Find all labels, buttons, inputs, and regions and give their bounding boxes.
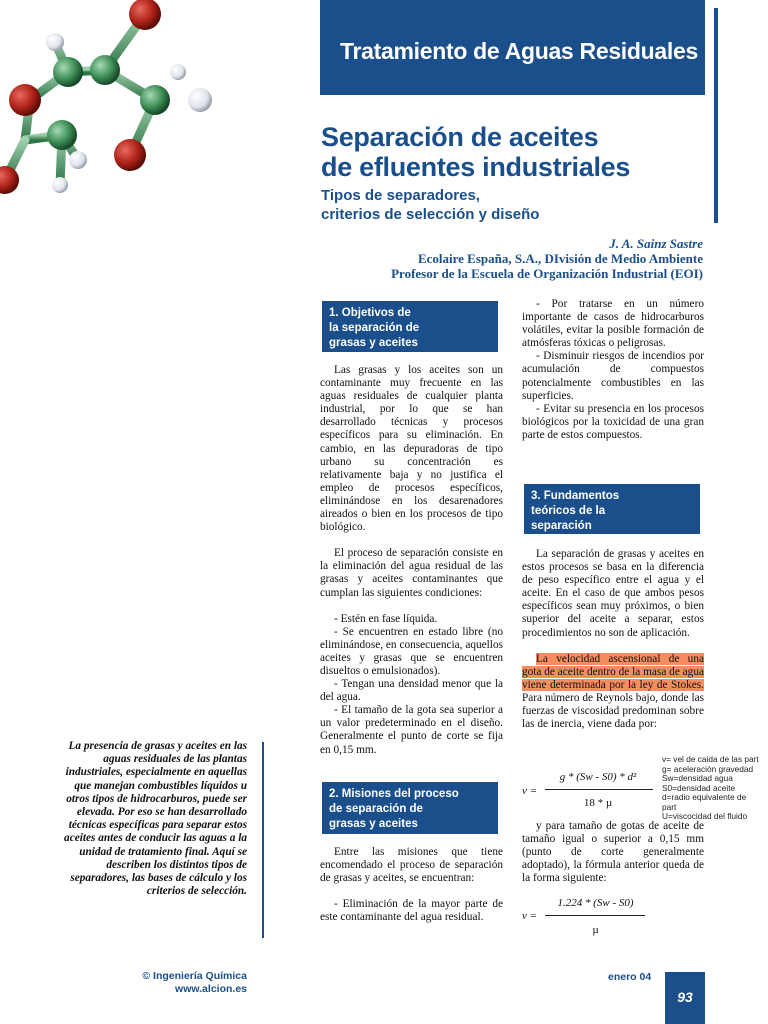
author-name: J. A. Sainz Sastre [609,236,703,251]
list-item: - Estén en fase líquida. [334,612,438,625]
article-subtitle [321,186,539,224]
heading-line: de separación de [329,803,423,815]
copyright-text: © Ingeniería Química [142,970,247,982]
footer-credit [135,970,247,996]
legend-entry: U=viscocidad del fluido [662,811,748,821]
heading-line: 3. Fundamentos [531,490,620,502]
paragraph: El proceso de separación consiste en la eliminación del agua residual de las grasas y aceites contaminantes que cumplan las siguientes condiciones: [320,547,503,599]
list-item: - Evitar su presencia en los procesos biológicos por la toxicidad de una gran parte de estos compuestos. [522,402,704,441]
body-column-2 [522,298,704,442]
paragraph: Las grasas y los aceites son un contaminante muy frecuente en las aguas residuales de cualquier planta industrial, por lo que se han desarrollado técnicas y procesos específicos para su eliminación. En cambio, en las depuradoras de tipo urbano su concentración es relativamente baja y no justifica el empleo de procesos específicos, eliminándose en los desarenadores aireados o bien en los procesos de tipo biológico. [320,364,503,534]
heading-line: grasas y aceites [329,337,418,349]
section-heading-1 [322,301,498,352]
subtitle-line: Tipos de separadores, [321,187,480,204]
issue-date: enero 04 [608,971,652,983]
fraction-bar [545,915,645,916]
body-column-1b [320,846,503,924]
decorative-rule [714,8,718,223]
pull-quote-rule [262,742,264,938]
heading-line: 1. Objetivos de [329,307,411,319]
journal-section-title: Tratamiento de Aguas Residuales [340,38,698,64]
legend-entry: S0=densidad aceite [662,782,736,793]
formula-1-denominator: 18 * µ [583,797,613,809]
paragraph-text: Para número de Reynols bajo, donde las fuerzas de viscosidad predominan sobre las de inercia, viene dada por: [522,691,704,731]
author-affiliation: Ecolaire España, S.A., DIvisión de Medio Ambiente [417,251,703,266]
legend-entry: part [662,801,677,812]
list-item: - Disminuir riesgos de incendios por acumulación de compuestos potencialmente combustibles en las superficies. [522,350,704,402]
legend-entry: g= aceleración gravedad [662,763,754,774]
formula-2-denominator: µ [592,924,599,936]
article-title [321,122,630,182]
body-column-2c [522,820,704,885]
molecule-illustration [0,0,230,200]
formula-2-lhs: v = [522,910,538,922]
heading-line: teóricos de la [531,505,606,517]
title-line: de efluentes industriales [321,152,631,182]
formula-legend [662,755,759,822]
author-affiliation: Profesor de la Escuela de Organización Industrial (EOI) [391,266,703,281]
pull-quote: La presencia de grasas y aceites en las aguas residuales de las plantas industriales, especialmente en aquellas que manejan combustibles líquidos u otros tipos de hidrocarburos, puede ser elevada. Por eso se han desarrollado técnicas específicas para separar estos aceites antes de conducir las aguas a la unidad de tratamiento final. Aquí se describen los distintos tipos de separadores, las bases de cálculo y los criterios de selección. [64,740,247,898]
paragraph: La separación de grasas y aceites en estos procesos se basa en la diferencia de peso específico entre el agua y el aceite. En el caso de que ambos pesos específicos sean muy próximos, o bien superior del aceite a separar, estos procedimientos no son de aplicación. [522,548,704,639]
formula-1-numerator: g * (Sw - S0) * d² [559,771,637,783]
body-column-2b [522,548,704,731]
list-item: - Por tratarse en un número importante de casos de hidrocarburos volátiles, evitar la posible formación de atmósferas tóxicas o peligrosas. [522,298,704,350]
page-number: 93 [677,989,693,1005]
subtitle-line: criterios de selección y diseño [321,206,540,223]
legend-entry: v= vel de caida de las part [662,754,759,764]
paragraph: Entre las misiones que tiene encomendado el proceso de separación de grasas y aceites, se encuentran: [320,846,503,885]
body-column-1 [320,364,503,757]
section-heading-3 [524,484,700,534]
title-line: Separación de aceites [321,122,599,152]
formula-2-numerator: 1.224 * (Sw - S0) [557,897,634,909]
legend-entry: d=radio equivalente de [662,792,747,802]
section-heading-2 [322,782,498,834]
heading-line: grasas y aceites [329,818,418,830]
paragraph: y para tamaño de gotas de aceite de tamaño igual o superior a 0,15 mm (punto de corte generalmente adoptado), la fórmula anterior queda de la forma siguiente: [522,820,704,885]
heading-line: la separación de [329,322,420,334]
paragraph [522,653,704,732]
legend-entry: Sw=densidad agua [662,773,733,783]
fraction-bar [545,789,653,790]
author-block [391,236,703,281]
formula-1-lhs: v = [522,785,538,797]
website-link[interactable]: www.alcion.es [175,983,247,995]
list-item: - Eliminación de la mayor parte de este contaminante del agua residual. [320,898,503,924]
heading-line: separación [531,520,592,532]
heading-line: 2. Misiones del proceso [329,788,459,800]
list-item: - Tengan una densidad menor que la del agua. [320,678,503,704]
list-item: - El tamaño de la gota sea superior a un valor predeterminado en el diseño. Generalmente el punto de corte se fija en 0,15 mm. [320,704,503,756]
list-item: - Se encuentren en estado libre (no eliminándose, en consecuencia, aquellos aceites y grasas que se encuentren disueltos o emulsionados). [320,625,503,677]
highlighted-text: La velocidad ascensional de una gota de aceite dentro de la masa de agua viene determinada por la ley de Stokes. [522,652,704,691]
